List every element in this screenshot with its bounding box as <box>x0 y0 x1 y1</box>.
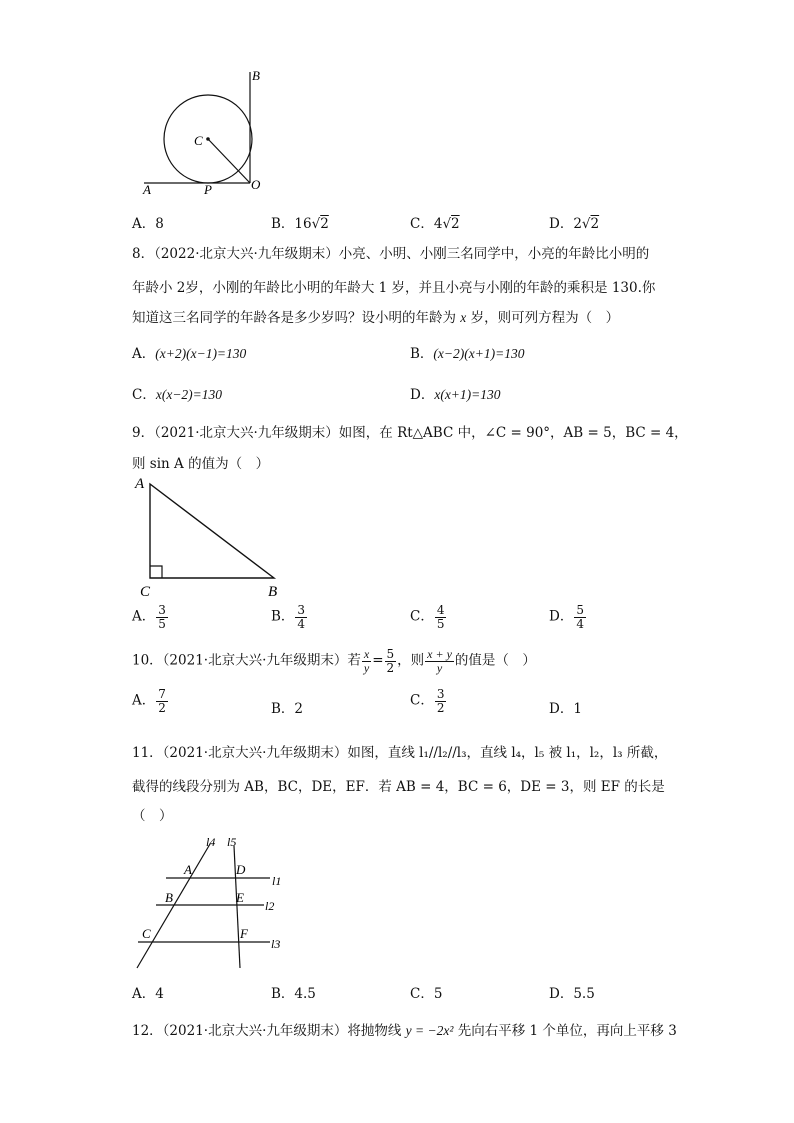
q9-stem-line2: 则 sin A 的值为（ ） <box>132 456 270 472</box>
q8-option-b[interactable] <box>410 342 524 362</box>
option-letter: C． <box>410 216 434 232</box>
q10-option-c[interactable] <box>410 688 447 714</box>
option-value: 2 <box>294 701 304 717</box>
figure-right-triangle <box>130 474 290 600</box>
option-value: x(x+1)=130 <box>434 387 501 402</box>
numerator: 5 <box>386 647 395 661</box>
option-value: 4 <box>155 986 164 1002</box>
label-a: A <box>184 862 192 877</box>
q9-stem-line1: 9．（2021·北京大兴·九年级期末）如图，在 Rt△ABC 中，∠C = 90°，AB = 5，BC = 4， <box>132 425 688 441</box>
label-c: C <box>194 133 203 148</box>
numerator: 5 <box>576 603 584 617</box>
label-c: C <box>142 926 151 941</box>
fraction <box>295 604 307 630</box>
q8-option-c[interactable] <box>132 383 222 403</box>
numerator: 7 <box>158 687 166 701</box>
numerator: x + y <box>427 647 452 661</box>
q11-stem-line1: 11．（2021·北京大兴·九年级期末）如图，直线 l₁//l₂//l₃，直线 l₄，l₅ 被 l₁，l₂，l₃ 所截， <box>132 745 668 761</box>
option-letter: D． <box>410 387 435 403</box>
label-l3: l3 <box>271 937 281 951</box>
q9-option-b[interactable] <box>271 604 308 630</box>
label-a: A <box>135 476 145 492</box>
segment-co <box>208 139 250 183</box>
label-l1: l1 <box>272 874 282 888</box>
numerator: x <box>363 647 370 661</box>
q8-stem-line1: 8．（2022·北京大兴·九年级期末）小亮、小明、小刚三名同学中，小亮的年龄比小明的 <box>132 246 650 262</box>
q9-option-a[interactable] <box>132 604 169 630</box>
q10-pre: 10．（2021·北京大兴·九年级期末）若 <box>132 652 361 669</box>
fraction-x-over-y <box>362 648 371 674</box>
figure-circle-tangent <box>138 66 268 200</box>
q11-stem-line2: 截得的线段分别为 AB，BC，DE，EF．若 AB = 4，BC = 6，DE = 3，则 EF 的长是 <box>132 779 665 795</box>
q11-option-b[interactable] <box>271 982 316 1002</box>
q7-option-c[interactable]: C．4√2 <box>410 216 460 232</box>
option-letter: B． <box>271 986 295 1002</box>
fraction <box>574 604 586 630</box>
q12-pre: 12．（2021·北京大兴·九年级期末）将抛物线 <box>132 1023 406 1039</box>
fraction <box>156 604 168 630</box>
q7-option-a[interactable] <box>132 212 164 232</box>
option-letter: A． <box>132 692 156 709</box>
option-letter: A． <box>132 216 156 232</box>
option-value: x(x−2)=130 <box>155 387 223 402</box>
denominator: y <box>363 660 370 675</box>
fraction <box>156 688 168 714</box>
q7-option-d[interactable]: D．2√2 <box>549 216 600 232</box>
label-a: A <box>143 182 151 197</box>
q8-line3-post: 岁，则可列方程为（ ） <box>466 310 620 326</box>
option-letter: A． <box>132 608 156 625</box>
q7-option-b[interactable]: B．16√2 <box>271 216 329 232</box>
denominator: 2 <box>158 700 166 715</box>
numerator: 3 <box>158 603 166 617</box>
denominator: y <box>436 660 443 675</box>
option-value: 1 <box>573 701 582 717</box>
option-value: 4.5 <box>294 986 316 1002</box>
option-radicand: 2 <box>451 216 460 232</box>
q10-option-d[interactable] <box>549 697 582 717</box>
q9-option-d[interactable] <box>549 604 587 630</box>
option-radicand: 2 <box>590 216 600 232</box>
label-o: O <box>251 177 261 192</box>
label-l5: l5 <box>227 835 237 849</box>
label-b: B <box>252 68 260 83</box>
option-value: 5.5 <box>573 986 595 1002</box>
option-letter: A． <box>132 346 156 362</box>
option-value: 4 <box>433 216 443 232</box>
option-value: (x+2)(x−1)=130 <box>155 346 247 361</box>
q10-mid: ，则 <box>397 652 425 669</box>
label-b: B <box>165 890 173 905</box>
label-l2: l2 <box>265 899 275 913</box>
fraction-xy-over-y <box>425 648 454 674</box>
option-value: (x−2)(x+1)=130 <box>433 346 525 361</box>
label-e: E <box>236 890 244 905</box>
option-letter: D． <box>549 986 574 1002</box>
option-letter: B． <box>410 346 434 362</box>
option-letter: D． <box>549 701 574 717</box>
option-value: 16 <box>294 216 312 232</box>
q9-option-c[interactable] <box>410 604 447 630</box>
point-c <box>206 137 210 141</box>
fraction <box>435 688 447 714</box>
denominator: 2 <box>386 660 395 675</box>
q11-option-c[interactable] <box>410 982 442 1002</box>
option-letter: C． <box>410 608 434 625</box>
q10-option-a[interactable] <box>132 688 169 714</box>
fraction-5-over-2 <box>385 648 397 674</box>
label-p: P <box>204 182 212 197</box>
q10-option-b[interactable] <box>271 697 303 717</box>
denominator: 5 <box>158 616 166 631</box>
option-letter: D． <box>549 216 574 232</box>
q11-stem-line3: （ ） <box>132 808 173 824</box>
numerator: 3 <box>436 687 445 701</box>
label-l4: l4 <box>206 835 216 849</box>
q12-stem <box>132 1019 677 1039</box>
q8-option-d[interactable] <box>410 383 501 403</box>
q8-option-a[interactable] <box>132 342 246 362</box>
option-letter: C． <box>410 986 434 1002</box>
q10-stem <box>132 648 536 674</box>
label-b: B <box>268 584 278 600</box>
option-letter: A． <box>132 986 156 1002</box>
triangle-abc <box>150 484 274 578</box>
numerator: 3 <box>297 603 306 617</box>
option-letter: D． <box>549 608 574 625</box>
line-l4 <box>137 844 210 968</box>
q8-stem-line2: 年龄小 2岁，小刚的年龄比小明的年龄大 1 岁，并且小亮与小刚的年龄的乘积是 130.你 <box>132 280 656 296</box>
q8-line3-pre: 知道这三名同学的年龄各是多少岁吗？设小明的年龄为 <box>132 310 461 326</box>
option-letter: B． <box>271 701 295 717</box>
denominator: 4 <box>297 616 306 631</box>
fraction <box>435 604 447 630</box>
label-f: F <box>240 926 248 941</box>
q8-stem-line3 <box>132 306 619 326</box>
q12-formula: y = −2x² <box>405 1023 454 1038</box>
label-c: C <box>140 584 151 600</box>
option-letter: B． <box>271 608 295 625</box>
label-d: D <box>236 862 246 877</box>
denominator: 4 <box>576 616 584 631</box>
q8-line3-var: x <box>460 310 467 325</box>
denominator: 2 <box>436 700 445 715</box>
denominator: 5 <box>436 616 445 631</box>
q11-option-d[interactable] <box>549 982 595 1002</box>
option-letter: C． <box>132 387 156 403</box>
q10-post: 的值是（ ） <box>454 652 536 669</box>
option-radicand: 2 <box>320 216 329 232</box>
option-letter: B． <box>271 216 295 232</box>
q12-post: 先向右平移 1 个单位，再向上平移 3 <box>453 1023 677 1039</box>
numerator: 4 <box>436 603 445 617</box>
option-value: 2 <box>573 216 582 232</box>
equals-sign: = <box>372 652 384 669</box>
q11-option-a[interactable] <box>132 982 164 1002</box>
figure-parallel-lines <box>128 830 298 972</box>
right-angle-mark <box>150 566 162 578</box>
option-value: 8 <box>155 216 164 232</box>
option-letter: C． <box>410 692 434 709</box>
option-value: 5 <box>433 986 443 1002</box>
